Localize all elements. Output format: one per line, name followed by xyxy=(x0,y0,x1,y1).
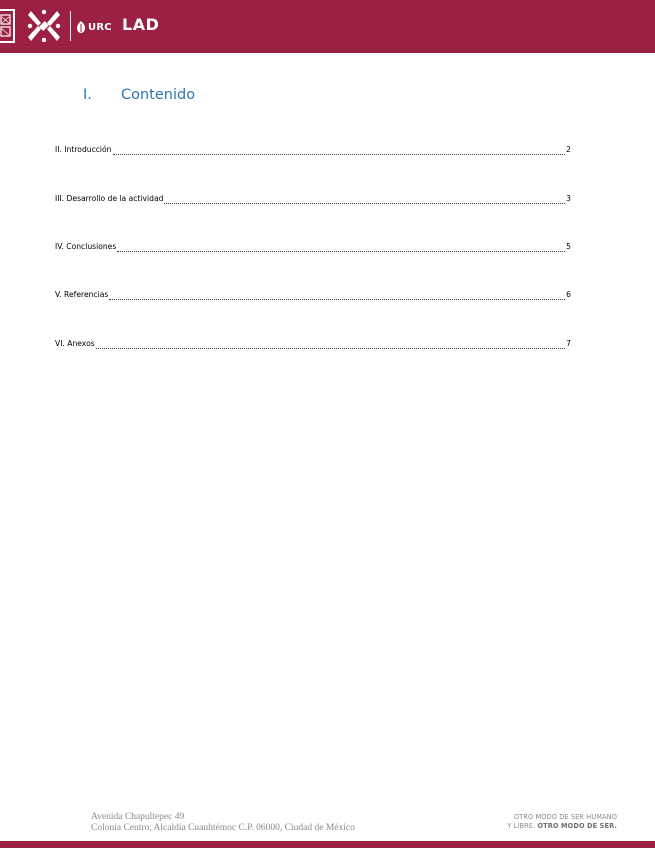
toc-entry-label: II. Introducción xyxy=(55,145,112,154)
toc-dot-leader xyxy=(117,250,565,252)
motto-line-2 xyxy=(507,822,617,831)
toc-dot-leader xyxy=(164,202,565,204)
lad-logo: LAD xyxy=(122,15,160,34)
header-band xyxy=(0,0,655,53)
toc-dot-leader xyxy=(109,298,565,300)
urc-logo xyxy=(76,19,112,35)
toc-entry-page: 5 xyxy=(566,242,571,251)
toc-entry-page: 2 xyxy=(566,145,571,154)
toc-entry-desarrollo[interactable] xyxy=(55,194,571,206)
urc-mark-icon xyxy=(76,21,86,33)
toc-entry-label: V. Referencias xyxy=(55,290,109,299)
university-crest-icon xyxy=(0,9,15,43)
cdmx-logo-icon xyxy=(26,7,62,45)
toc-entry-anexos[interactable] xyxy=(55,339,571,351)
toc-entry-introduccion[interactable] xyxy=(55,145,571,157)
toc-heading-title: Contenido xyxy=(121,87,196,103)
urc-text: URC xyxy=(88,21,112,33)
motto-line-2a: Y LIBRE. xyxy=(507,821,536,830)
toc-entry-label: VI. Anexos xyxy=(55,339,95,348)
footer-band xyxy=(0,841,655,848)
toc-entry-conclusiones[interactable] xyxy=(55,242,571,254)
toc-entry-page: 7 xyxy=(566,339,571,348)
toc-entry-page: 6 xyxy=(566,290,571,299)
toc-heading-number: I. xyxy=(83,87,92,103)
motto-line-1: OTRO MODO DE SER HUMANO xyxy=(513,813,617,821)
logo-separator xyxy=(70,11,71,41)
toc-entry-label: III. Desarrollo de la actividad xyxy=(55,194,164,203)
motto-line-2b: OTRO MODO DE SER. xyxy=(537,821,617,830)
toc-entry-label: IV. Conclusiones xyxy=(55,242,117,251)
toc-heading xyxy=(83,87,195,103)
toc-dot-leader xyxy=(113,153,566,155)
toc-entry-page: 3 xyxy=(566,194,571,203)
address-line-1: Avenida Chapultepec 49 xyxy=(91,812,185,822)
address-line-2: Colonia Centro, Alcaldía Cuauhtémoc C.P. 06000, Ciudad de México xyxy=(91,823,355,833)
toc-entry-referencias[interactable] xyxy=(55,290,571,302)
footer-address xyxy=(91,812,355,834)
footer-motto xyxy=(507,813,617,830)
toc-dot-leader xyxy=(96,347,565,349)
